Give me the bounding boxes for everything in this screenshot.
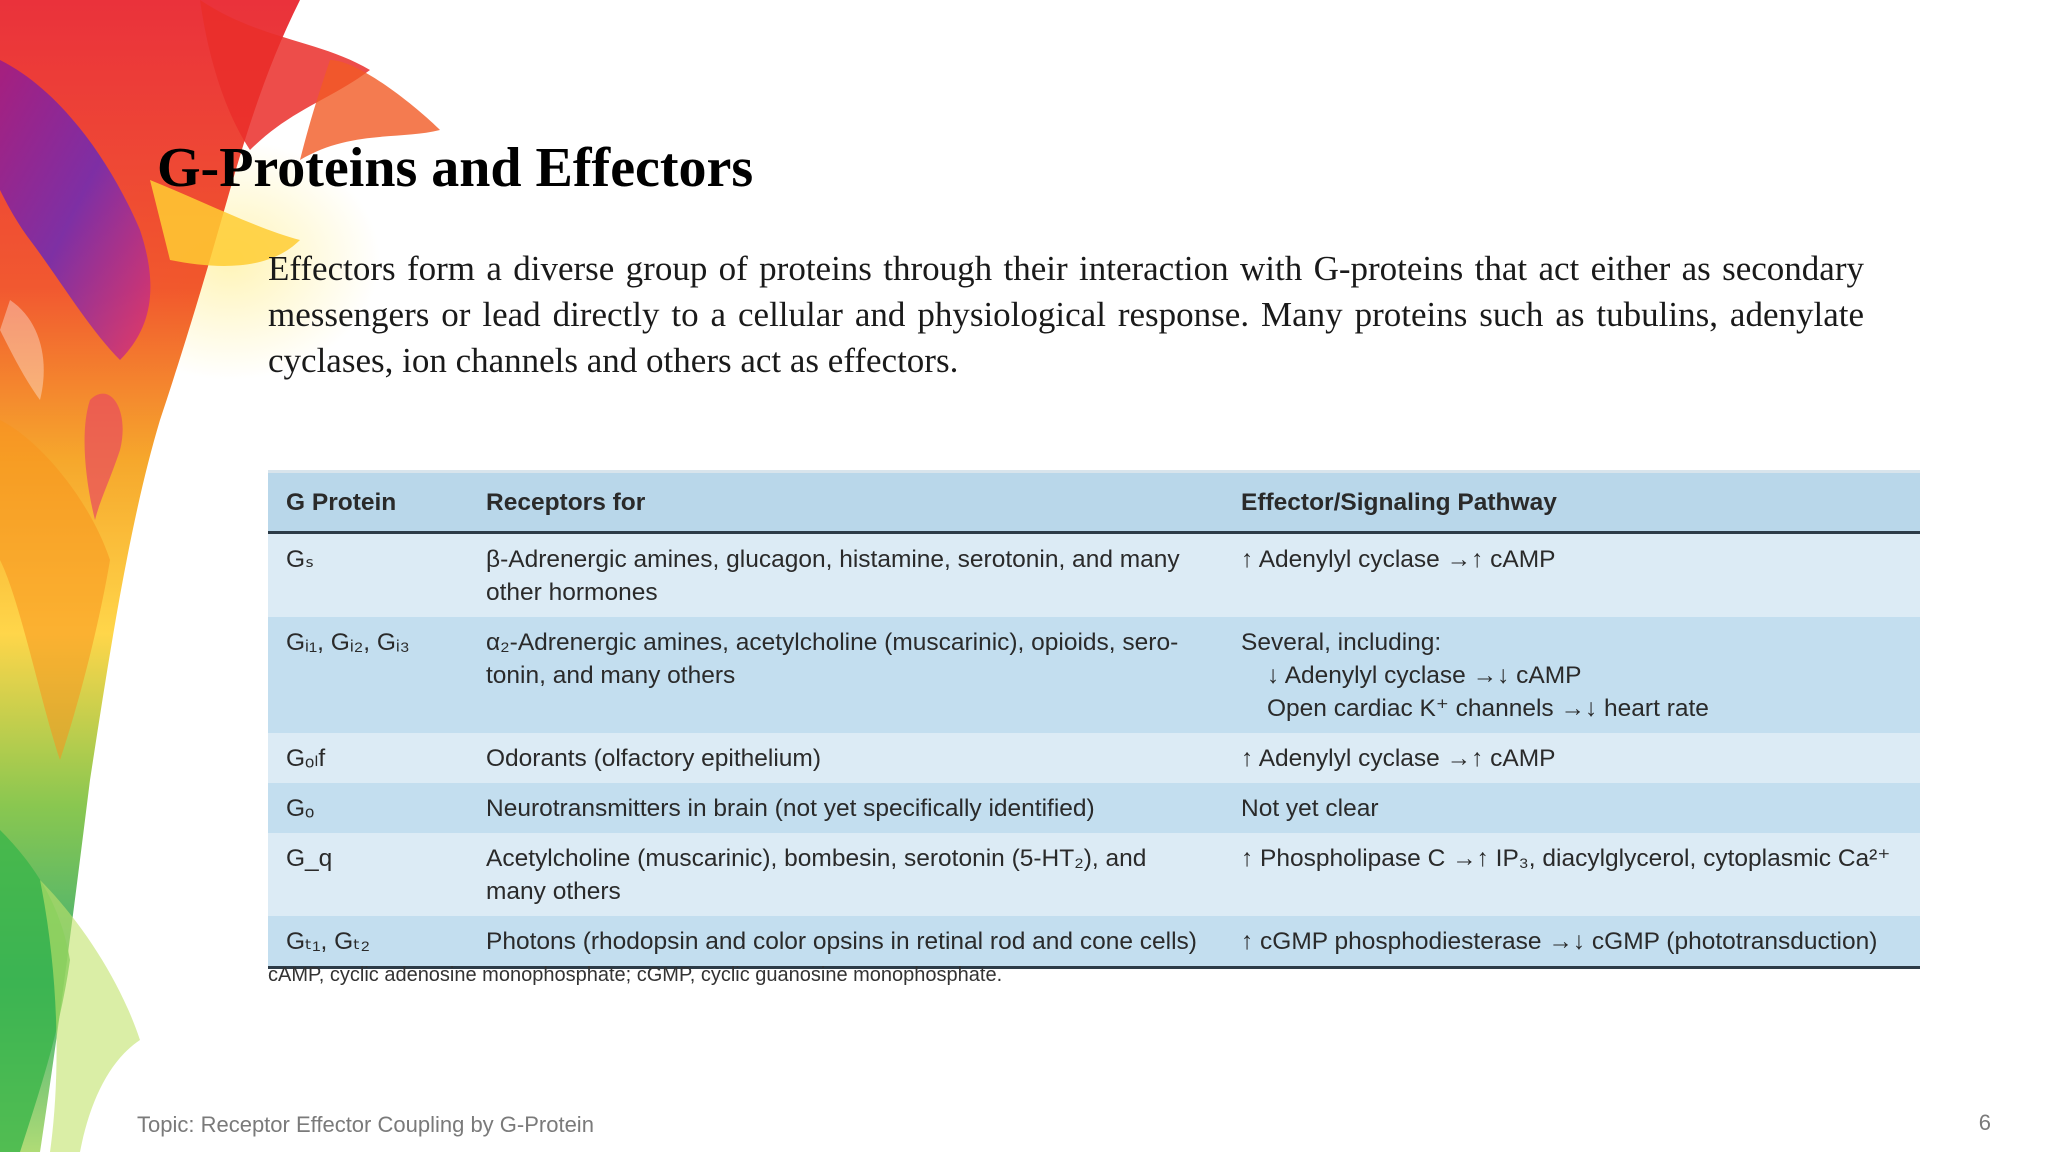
cell-effector bbox=[1223, 916, 1920, 968]
effector-line: Several, including: bbox=[1241, 629, 1442, 656]
cell-g-protein: G_q bbox=[268, 833, 468, 916]
table-header-row bbox=[268, 472, 1920, 533]
cell-receptors bbox=[468, 833, 1223, 916]
effector-line: ↓ Adenylyl cyclase →↓ cAMP bbox=[1267, 662, 1582, 689]
receptors-line: Odorants (olfactory epithelium) bbox=[486, 745, 821, 772]
receptors-line: tonin, and many others bbox=[486, 662, 736, 689]
cell-receptors bbox=[468, 916, 1223, 968]
receptors-line: Photons (rhodopsin and color opsins in retinal rod and cone cells) bbox=[486, 928, 1197, 955]
cell-effector bbox=[1223, 833, 1920, 916]
receptors-line: Neurotransmitters in brain (not yet specifically identified) bbox=[486, 795, 1095, 822]
cell-g-protein: Gₒₗf bbox=[268, 733, 468, 783]
cell-effector bbox=[1223, 783, 1920, 833]
page-number: 6 bbox=[1978, 1110, 1991, 1135]
g-protein-table bbox=[268, 470, 1920, 969]
receptors-line: Acetylcholine (muscarinic), bombesin, serotonin (5-HT₂), and bbox=[486, 845, 1147, 872]
table-row bbox=[268, 783, 1920, 833]
table-row bbox=[268, 916, 1920, 968]
cell-g-protein: Gᵢ₁, Gᵢ₂, Gᵢ₃ bbox=[268, 617, 468, 733]
table-row bbox=[268, 733, 1920, 783]
receptors-line: other hormones bbox=[486, 579, 658, 606]
cell-g-protein: Gₜ₁, Gₜ₂ bbox=[268, 916, 468, 968]
slide-title: G-Proteins and Effectors bbox=[157, 137, 754, 199]
effector-line: Not yet clear bbox=[1241, 795, 1379, 822]
effector-line: Open cardiac K⁺ channels →↓ heart rate bbox=[1267, 695, 1709, 722]
effector-line: ↑ Adenylyl cyclase →↑ cAMP bbox=[1241, 546, 1556, 573]
cell-g-protein: Gₛ bbox=[268, 533, 468, 618]
table-footnote: cAMP, cyclic adenosine monophosphate; cGMP, cyclic guanosine monophosphate. bbox=[268, 964, 1003, 986]
cell-receptors bbox=[468, 783, 1223, 833]
cell-receptors bbox=[468, 733, 1223, 783]
slide-footer-topic: Topic: Receptor Effector Coupling by G-Protein bbox=[137, 1112, 594, 1137]
header-effector: Effector/Signaling Pathway bbox=[1223, 472, 1920, 533]
effector-line: ↑ Adenylyl cyclase →↑ cAMP bbox=[1241, 745, 1556, 772]
receptors-line: many others bbox=[486, 878, 621, 905]
g-protein-table-container bbox=[268, 470, 1920, 969]
header-g-protein: G Protein bbox=[268, 472, 468, 533]
receptors-line: β-Adrenergic amines, glucagon, histamine, serotonin, and many bbox=[486, 546, 1180, 573]
receptors-line: α₂-Adrenergic amines, acetylcholine (muscarinic), opioids, sero- bbox=[486, 629, 1179, 656]
header-receptors: Receptors for bbox=[468, 472, 1223, 533]
effector-line: ↑ cGMP phosphodiesterase →↓ cGMP (phototransduction) bbox=[1241, 928, 1878, 955]
table-row bbox=[268, 833, 1920, 916]
table-row bbox=[268, 533, 1920, 618]
cell-receptors bbox=[468, 533, 1223, 618]
cell-effector bbox=[1223, 733, 1920, 783]
table-row bbox=[268, 617, 1920, 733]
cell-receptors bbox=[468, 617, 1223, 733]
cell-g-protein: Gₒ bbox=[268, 783, 468, 833]
cell-effector bbox=[1223, 533, 1920, 618]
effector-line: ↑ Phospholipase C →↑ IP₃, diacylglycerol, cytoplasmic Ca²⁺ bbox=[1241, 845, 1891, 872]
intro-paragraph: Effectors form a diverse group of proteins through their interaction with G-proteins that act either as secondary messengers or lead directly to a cellular and physiological response. Many proteins such as tubulins, adenylate cyclases, ion channels and others act as effectors. bbox=[268, 249, 1864, 380]
cell-effector bbox=[1223, 617, 1920, 733]
